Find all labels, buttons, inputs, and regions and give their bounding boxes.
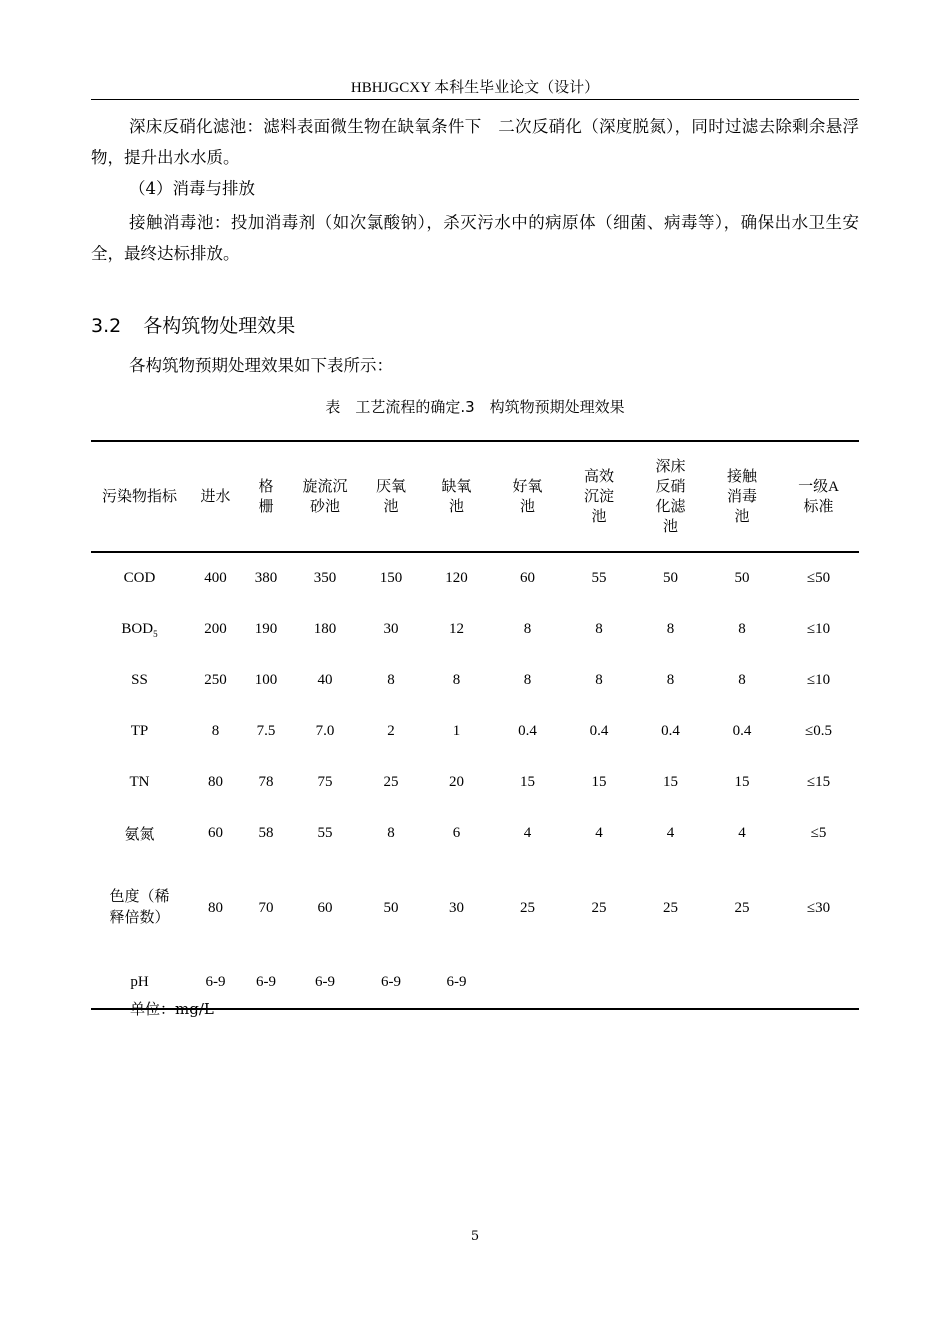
header-cell: 进水 <box>200 488 231 505</box>
indicator-cell <box>91 604 188 655</box>
cell-text: 15 <box>520 774 535 790</box>
value-cell <box>563 808 635 859</box>
cell-text: 0.4 <box>518 723 537 739</box>
header-rule <box>91 99 859 100</box>
cell-text: 6-9 <box>446 974 467 990</box>
cell-text: 12 <box>449 621 464 637</box>
subheading: （4）消毒与排放 <box>129 179 255 198</box>
cell-text: 0.4 <box>732 723 752 739</box>
cell-text: 70 <box>258 899 274 916</box>
header-cell: 一级A标准 <box>798 478 839 515</box>
value-cell <box>421 859 492 957</box>
value-cell <box>243 757 289 808</box>
cell-text: TP <box>130 723 149 739</box>
value-cell <box>778 757 859 808</box>
cell-text: 8 <box>738 621 746 637</box>
value-cell <box>361 957 421 1009</box>
cell-text: 150 <box>379 570 403 586</box>
value-cell <box>563 552 635 604</box>
paragraph: 接触消毒池：投加消毒剂（如次氯酸钠），杀灭污水中的病原体（细菌、病毒等），确保出水卫生安全，最终达标排放。 <box>91 213 859 263</box>
indicator-cell <box>91 808 188 859</box>
value-cell <box>706 859 778 957</box>
value-cell <box>361 859 421 957</box>
value-cell <box>706 552 778 604</box>
cell-text: 15 <box>663 774 678 790</box>
cell-text: 8 <box>738 672 746 688</box>
unit-note: 单位：mg/L <box>130 1000 214 1018</box>
value-cell <box>243 552 289 604</box>
cell-text: 400 <box>204 570 227 586</box>
table-row <box>91 552 859 604</box>
value-cell <box>492 957 563 1009</box>
value-cell <box>243 604 289 655</box>
value-cell <box>289 706 361 757</box>
cell-text: 60 <box>317 899 333 916</box>
value-cell <box>706 655 778 706</box>
table-row <box>91 604 859 655</box>
cell-text: 25 <box>734 899 750 916</box>
cell-text: 6-9 <box>381 974 401 990</box>
value-cell <box>706 604 778 655</box>
running-header: HBHJGCXY 本科生毕业论文（设计） <box>350 80 600 96</box>
header-cell: 接触消毒池 <box>726 468 757 525</box>
cell-text: 25 <box>591 899 607 916</box>
subscript: 5 <box>153 628 158 639</box>
cell-text: 25 <box>383 774 399 790</box>
cell-text: 30 <box>383 621 399 637</box>
cell-text: ≤15 <box>806 774 831 790</box>
value-cell <box>563 604 635 655</box>
section-title: 各构筑物处理效果 <box>143 315 296 337</box>
intro-text: 各构筑物预期处理效果如下表所示： <box>129 356 393 375</box>
value-cell <box>492 706 563 757</box>
cell-text: ≤10 <box>806 621 831 637</box>
value-cell <box>492 757 563 808</box>
cell-text: 8 <box>523 621 532 637</box>
cell-text: 78 <box>258 774 274 790</box>
cell-text: ≤50 <box>806 570 831 586</box>
header-cell: 厌氧池 <box>375 478 406 515</box>
value-cell <box>289 655 361 706</box>
value-cell <box>563 706 635 757</box>
value-cell <box>492 552 563 604</box>
value-cell <box>421 808 492 859</box>
table-row <box>91 859 859 957</box>
value-cell <box>243 706 289 757</box>
header-cell: 好氧池 <box>512 478 543 515</box>
value-cell <box>421 604 492 655</box>
value-cell <box>243 957 289 1009</box>
cell-text: 60 <box>520 570 535 586</box>
value-cell <box>706 757 778 808</box>
cell-text: 7.0 <box>315 723 335 739</box>
cell-text: ≤30 <box>806 899 831 916</box>
cell-text: 350 <box>313 570 337 586</box>
header-cell: 深床反硝化滤池 <box>655 458 686 535</box>
value-cell <box>188 604 243 655</box>
cell-text: 100 <box>254 672 278 688</box>
cell-text: 15 <box>591 774 607 790</box>
value-cell <box>778 859 859 957</box>
cell-text: SS <box>131 672 148 688</box>
cell-text: COD <box>123 570 156 586</box>
value-cell <box>421 706 492 757</box>
value-cell <box>706 957 778 1009</box>
cell-text: 50 <box>734 570 750 586</box>
cell-text: 色度（稀释倍数） <box>109 889 170 926</box>
header-cell: 旋流沉砂池 <box>302 478 348 515</box>
cell-text: 40 <box>317 672 333 688</box>
cell-text: 4 <box>523 825 532 841</box>
table-caption: 表 工艺流程的确定.3 构筑物预期处理效果 <box>325 398 625 416</box>
value-cell <box>243 655 289 706</box>
cell-text: 0.4 <box>589 723 609 739</box>
cell-text: ≤5 <box>810 825 827 841</box>
value-cell <box>289 757 361 808</box>
cell-text: 380 <box>254 570 278 586</box>
indicator-cell <box>91 706 188 757</box>
indicator-cell <box>91 757 188 808</box>
cell-text: 8 <box>595 672 603 688</box>
value-cell <box>563 655 635 706</box>
value-cell <box>361 706 421 757</box>
value-cell <box>289 604 361 655</box>
value-cell <box>492 604 563 655</box>
value-cell <box>361 757 421 808</box>
table-header-row <box>91 441 859 552</box>
cell-text: 80 <box>208 774 223 790</box>
value-cell <box>289 552 361 604</box>
cell-text: 50 <box>663 570 678 586</box>
cell-text: 4 <box>666 825 675 841</box>
table-row <box>91 808 859 859</box>
value-cell <box>361 552 421 604</box>
value-cell <box>563 957 635 1009</box>
cell-text: 4 <box>595 825 603 841</box>
value-cell <box>778 604 859 655</box>
value-cell <box>635 808 706 859</box>
cell-text: pH <box>130 974 149 990</box>
cell-text: 55 <box>317 825 333 841</box>
value-cell <box>635 655 706 706</box>
value-cell <box>492 859 563 957</box>
value-cell <box>243 859 289 957</box>
page-number: 5 <box>470 1229 480 1244</box>
value-cell <box>188 757 243 808</box>
value-cell <box>635 757 706 808</box>
cell-text: 200 <box>204 621 227 637</box>
cell-text: 8 <box>387 672 395 688</box>
paragraph: 深床反硝化滤池：滤料表面微生物在缺氧条件下 二次反硝化（深度脱氮），同时过滤去除剩余悬浮物，提升出水水质。 <box>91 117 859 167</box>
cell-text: 6-9 <box>315 974 335 990</box>
cell-text: 250 <box>204 672 227 688</box>
value-cell <box>492 808 563 859</box>
value-cell <box>635 552 706 604</box>
value-cell <box>188 808 243 859</box>
cell-text: 8 <box>211 723 220 739</box>
cell-text: 50 <box>383 899 399 916</box>
cell-text: 60 <box>208 825 223 841</box>
cell-text: 6-9 <box>256 974 276 990</box>
value-cell <box>188 706 243 757</box>
table-row <box>91 655 859 706</box>
value-cell <box>635 957 706 1009</box>
section-number: 3.2 <box>91 315 122 337</box>
cell-text: 55 <box>591 570 607 586</box>
cell-text: ≤10 <box>806 672 831 688</box>
cell-text: 8 <box>666 672 675 688</box>
cell-text: 0.4 <box>661 723 680 739</box>
indicator-cell <box>91 655 188 706</box>
header-cell: 高效沉淀池 <box>583 468 614 525</box>
value-cell <box>778 655 859 706</box>
cell-text: 8 <box>595 621 603 637</box>
indicator-cell <box>91 552 188 604</box>
cell-text: 1 <box>452 723 461 739</box>
value-cell <box>289 957 361 1009</box>
cell-text: 80 <box>208 899 223 916</box>
value-cell <box>421 957 492 1009</box>
value-cell <box>289 859 361 957</box>
value-cell <box>361 604 421 655</box>
value-cell <box>188 859 243 957</box>
section-heading <box>91 311 317 338</box>
table-row <box>91 706 859 757</box>
cell-text: 氨氮 <box>124 827 155 843</box>
value-cell <box>563 859 635 957</box>
value-cell <box>778 808 859 859</box>
cell-text: 25 <box>520 899 535 916</box>
header-cell: 格栅 <box>258 478 274 515</box>
value-cell <box>778 957 859 1009</box>
cell-text: 8 <box>387 825 395 841</box>
header-cell: 污染物指标 <box>101 488 177 505</box>
cell-text: ≤0.5 <box>805 723 832 739</box>
header-cell: 缺氧池 <box>441 478 472 515</box>
value-cell <box>361 655 421 706</box>
table-row <box>91 757 859 808</box>
value-cell <box>243 808 289 859</box>
cell-text: TN <box>129 774 150 790</box>
value-cell <box>706 808 778 859</box>
cell-text: 30 <box>449 899 464 916</box>
value-cell <box>635 859 706 957</box>
cell-text: 58 <box>258 825 274 841</box>
cell-text: 190 <box>254 621 278 637</box>
cell-text: 180 <box>313 621 337 637</box>
value-cell <box>706 706 778 757</box>
cell-text: 6-9 <box>205 974 226 990</box>
value-cell <box>778 552 859 604</box>
value-cell <box>563 757 635 808</box>
cell-text: 8 <box>523 672 532 688</box>
value-cell <box>421 655 492 706</box>
value-cell <box>635 706 706 757</box>
treatment-effect-table <box>91 440 859 1010</box>
value-cell <box>361 808 421 859</box>
cell-text: 6 <box>452 825 461 841</box>
cell-text: 15 <box>734 774 750 790</box>
value-cell <box>492 655 563 706</box>
value-cell <box>421 757 492 808</box>
cell-text: 20 <box>449 774 464 790</box>
value-cell <box>421 552 492 604</box>
value-cell <box>289 808 361 859</box>
cell-text: 7.5 <box>256 723 276 739</box>
cell-text: 25 <box>663 899 678 916</box>
cell-text: 4 <box>738 825 746 841</box>
cell-text: 2 <box>387 723 395 739</box>
cell-text: 75 <box>317 774 333 790</box>
value-cell <box>188 655 243 706</box>
indicator-cell <box>91 859 188 957</box>
value-cell <box>635 604 706 655</box>
value-cell <box>188 552 243 604</box>
cell-text: 120 <box>445 570 468 586</box>
cell-text: 8 <box>452 672 461 688</box>
value-cell <box>778 706 859 757</box>
cell-text: 8 <box>666 621 675 637</box>
cell-text: BOD <box>121 620 154 637</box>
